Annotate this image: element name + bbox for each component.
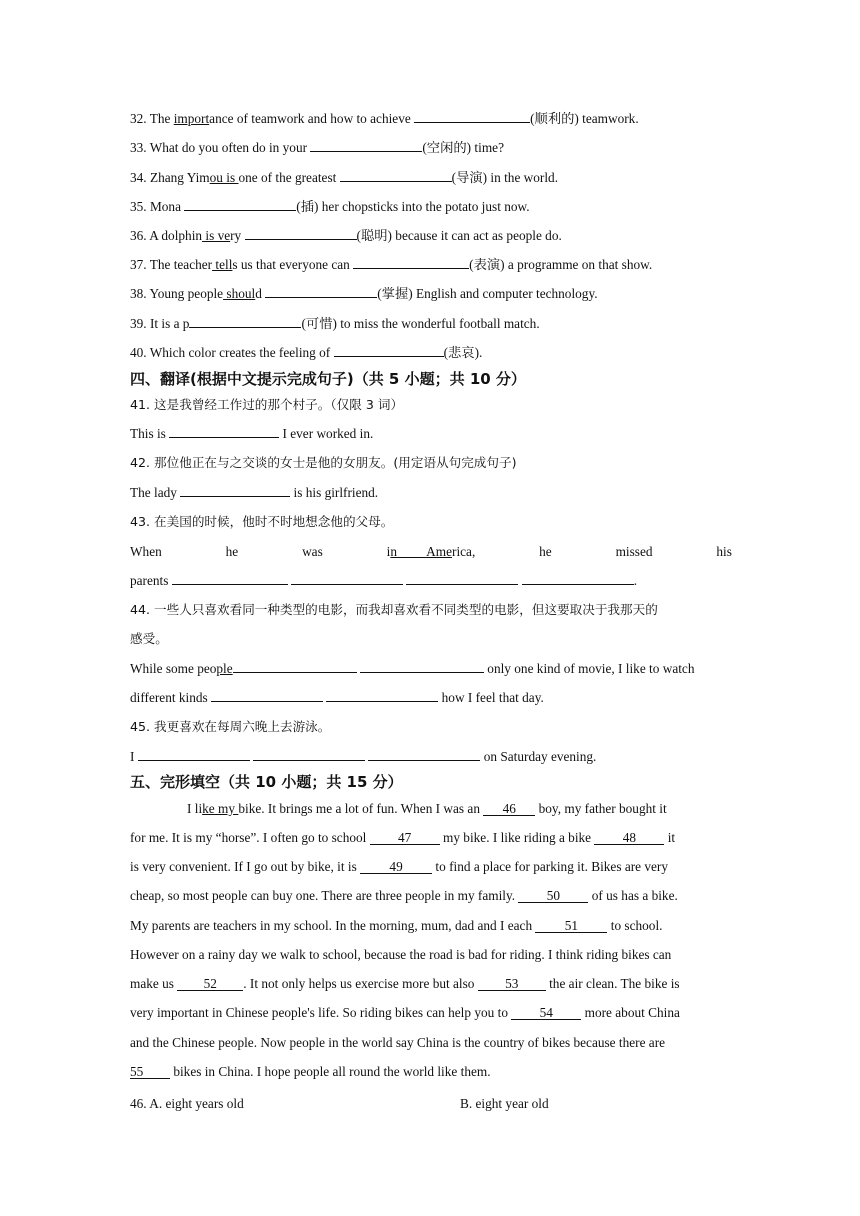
- answer-blank[interactable]: [184, 198, 296, 211]
- blank-52[interactable]: 52: [177, 977, 243, 991]
- answer-blank[interactable]: [253, 748, 365, 761]
- answer-blank[interactable]: [360, 660, 484, 673]
- answer-blank[interactable]: [310, 139, 422, 152]
- answer-blank[interactable]: [245, 227, 357, 240]
- option-a[interactable]: 46. A. eight years old: [130, 1096, 244, 1111]
- answer-blank[interactable]: [189, 315, 301, 328]
- cloze-line-10: 55 bikes in China. I hope people all round the world like them.: [130, 1064, 491, 1079]
- cloze-line-9: and the Chinese people. Now people in the world say China is the country of bikes because there are: [130, 1035, 666, 1050]
- question-37: 37. The teacher tells us that everyone can (表演) a programme on that show.: [130, 257, 653, 272]
- section-5-heading: 五、完形填空（共 10 小题；共 15 分）: [130, 773, 403, 791]
- question-38: 38. Young people should (掌握) English and computer technology.: [130, 286, 598, 301]
- blank-55[interactable]: 55: [130, 1065, 170, 1079]
- answer-blank[interactable]: [138, 748, 250, 761]
- blank-47[interactable]: 47: [370, 831, 440, 845]
- question-45: I on Saturday evening.: [130, 749, 597, 764]
- blank-51[interactable]: 51: [535, 919, 607, 933]
- question-43-prompt: 43. 在美国的时候，他时不时地想念他的父母。: [130, 514, 394, 529]
- question-40: 40. Which color creates the feeling of (悲哀).: [130, 345, 483, 360]
- answer-blank[interactable]: [291, 572, 403, 585]
- cloze-line-2: for me. It is my “horse”. I often go to school 47 my bike. I like riding a bike 48 it: [130, 830, 676, 845]
- answer-blank[interactable]: [265, 285, 377, 298]
- question-42-prompt: 42. 那位他正在与之交谈的女士是他的女朋友。(用定语从句完成句子): [130, 455, 517, 470]
- blank-53[interactable]: 53: [478, 977, 546, 991]
- question-36: 36. A dolphin is very (聪明) because it can act as people do.: [130, 228, 562, 243]
- cloze-line-3: is very convenient. If I go out by bike, it is 49 to find a place for parking it. Bikes are very: [130, 859, 669, 874]
- question-43-line1: When he was in America, he missed his: [130, 544, 732, 559]
- question-32: 32. The importance of teamwork and how to achieve (顺利的) teamwork.: [130, 111, 639, 126]
- cloze-line-7: make us 52 . It not only helps us exercise more but also 53 the air clean. The bike is: [130, 976, 680, 991]
- answer-blank[interactable]: [522, 572, 634, 585]
- question-44-line2: different kinds how I feel that day.: [130, 690, 544, 705]
- blank-46[interactable]: 46: [483, 802, 535, 816]
- question-45-prompt: 45. 我更喜欢在每周六晚上去游泳。: [130, 719, 331, 734]
- question-44-prompt: 44. 一些人只喜欢看同一种类型的电影，而我却喜欢看不同类型的电影，但这要取决于我那天的: [130, 602, 658, 617]
- blank-50[interactable]: 50: [518, 889, 588, 903]
- answer-blank[interactable]: [180, 484, 290, 497]
- option-b[interactable]: B. eight year old: [460, 1096, 549, 1111]
- answer-blank[interactable]: [233, 660, 357, 673]
- question-33: 33. What do you often do in your (空闲的) time?: [130, 140, 504, 155]
- answer-blank[interactable]: [353, 256, 469, 269]
- answer-blank[interactable]: [172, 572, 288, 585]
- answer-blank[interactable]: [169, 425, 279, 438]
- answer-blank[interactable]: [406, 572, 518, 585]
- cloze-line-8: very important in Chinese people's life. So riding bikes can help you to 54 more about China: [130, 1005, 680, 1020]
- question-44-prompt-cont: 感受。: [130, 631, 168, 646]
- question-41-prompt: 41. 这是我曾经工作过的那个村子。（仅限 3 词）: [130, 397, 404, 412]
- answer-blank[interactable]: [334, 344, 444, 357]
- blank-48[interactable]: 48: [594, 831, 664, 845]
- question-46-options: [130, 1095, 732, 1113]
- question-43-line2: parents .: [130, 573, 638, 588]
- question-44-line1: While some people only one kind of movie, I like to watch: [130, 661, 695, 676]
- cloze-line-1: I like my bike. It brings me a lot of fun. When I was an 46 boy, my father bought it: [187, 801, 667, 816]
- cloze-line-6: However on a rainy day we walk to school, because the road is bad for riding. I think riding bikes can: [130, 947, 672, 962]
- cloze-line-5: My parents are teachers in my school. In the morning, mum, dad and I each 51 to school.: [130, 918, 663, 933]
- answer-blank[interactable]: [368, 748, 480, 761]
- question-41: This is I ever worked in.: [130, 426, 374, 441]
- answer-blank[interactable]: [340, 169, 452, 182]
- blank-54[interactable]: 54: [511, 1006, 581, 1020]
- cloze-line-4: cheap, so most people can buy one. There are three people in my family. 50 of us has a bike.: [130, 888, 678, 903]
- question-34: 34. Zhang Yimou is one of the greatest (导演) in the world.: [130, 170, 559, 185]
- answer-blank[interactable]: [414, 110, 530, 123]
- question-39: 39. It is a p (可惜) to miss the wonderful football match.: [130, 316, 540, 331]
- answer-blank[interactable]: [326, 689, 438, 702]
- question-42: The lady is his girlfriend.: [130, 485, 379, 500]
- section-4-heading: 四、翻译(根据中文提示完成句子)（共 5 小题；共 10 分）: [130, 370, 526, 388]
- question-35: 35. Mona (插) her chopsticks into the potato just now.: [130, 199, 530, 214]
- answer-blank[interactable]: [211, 689, 323, 702]
- blank-49[interactable]: 49: [360, 860, 432, 874]
